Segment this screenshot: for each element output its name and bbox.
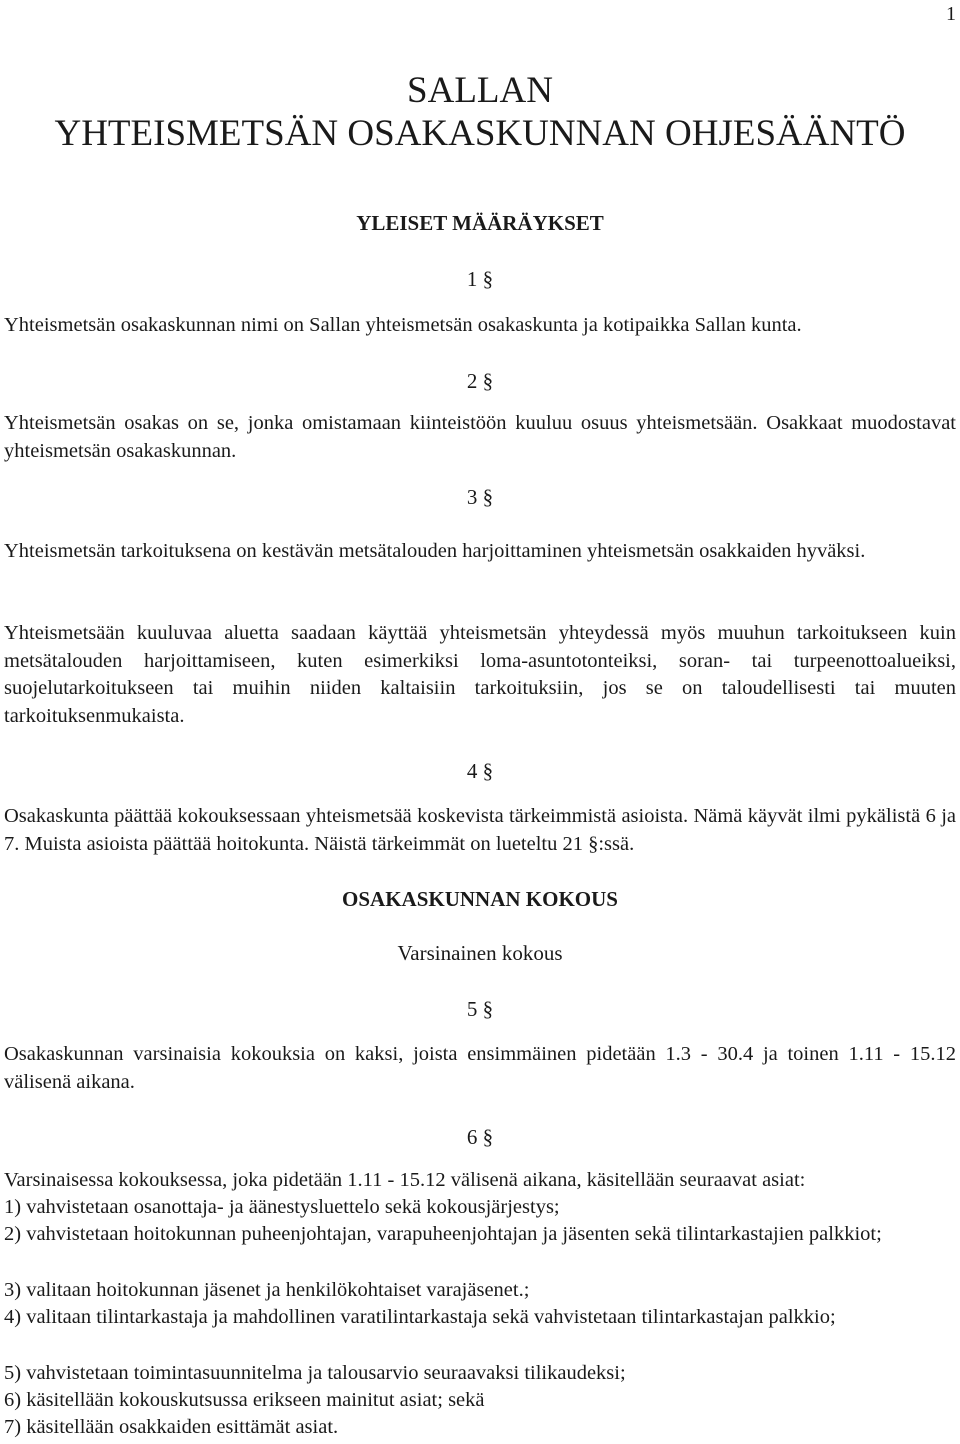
agenda-item: 2) vahvistetaan hoitokunnan puheenjohtajan, varapuheenjohtajan ja jäsenten sekä tilintarkastajien palkkiot; [4,1223,882,1245]
paragraph-2-text: Yhteismetsän osakas on se, jonka omistamaan kiinteistöön kuuluu osuus yhteismetsään. Osakkaat muodostavat yhteismetsän osakaskunnan. [4,412,956,462]
paragraph-mark-6: 6 § [466,1125,494,1149]
document-title-line-2: YHTEISMETSÄN OSAKASKUNNAN OHJESÄÄNTÖ [54,113,906,154]
paragraph-6-intro: Varsinaisessa kokouksessa, joka pidetään 1.11 - 15.12 välisenä aikana, käsitellään seuraavat asiat: [4,1169,806,1191]
agenda-item: 6) käsitellään kokouskutsussa erikseen mainitut asiat; sekä [4,1389,485,1411]
paragraph-3-text-a: Yhteismetsän tarkoituksena on kestävän metsätalouden harjoittaminen yhteismetsän osakkaiden hyväksi. [4,540,866,562]
subheading-regular-meeting: Varsinainen kokous [397,941,563,965]
paragraph-mark-5: 5 § [466,997,494,1021]
agenda-item: 7) käsitellään osakkaiden esittämät asiat. [4,1416,339,1438]
agenda-item: 4) valitaan tilintarkastaja ja mahdollinen varatilintarkastaja sekä vahvistetaan tilintarkastajan palkkio; [4,1306,836,1328]
paragraph-mark-1: 1 § [466,267,494,291]
section-heading-general: YLEISET MÄÄRÄYKSET [356,211,604,235]
page-number: 1 [946,3,956,25]
agenda-item: 5) vahvistetaan toimintasuunnitelma ja talousarvio seuraavaksi tilikaudeksi; [4,1362,626,1384]
paragraph-1-text: Yhteismetsän osakaskunnan nimi on Sallan yhteismetsän osakaskunta ja kotipaikka Sallan kunta. [4,314,802,336]
section-heading-meeting: OSAKASKUNNAN KOKOUS [342,887,618,911]
paragraph-4-text: Osakaskunta päättää kokouksessaan yhteismetsää koskevista tärkeimmistä asioista. Nämä käyvät ilmi pykälistä 6 ja 7. Muista asioista päättää hoitokunta. Näistä tärkeimmät on lueteltu 21 §:ssä. [4,805,956,855]
paragraph-mark-4: 4 § [466,759,494,783]
paragraph-mark-3: 3 § [466,485,494,509]
document-title-line-1: SALLAN [407,70,553,111]
agenda-item: 3) valitaan hoitokunnan jäsenet ja henkilökohtaiset varajäsenet.; [4,1279,530,1301]
agenda-item: 1) vahvistetaan osanottaja- ja äänestysluettelo sekä kokousjärjestys; [4,1196,560,1218]
paragraph-mark-2: 2 § [466,369,494,393]
paragraph-3-text-b: Yhteismetsään kuuluvaa aluetta saadaan käyttää yhteismetsän yhteydessä myös muuhun tarkoitukseen kuin metsätalouden harjoittamiseen, kuten esimerkiksi loma-asuntotonteiksi, soran- tai turpeenottoalueiksi, suojelutarkoitukseen tai muihin niiden kaltaisiin tarkoituksiin, jos se on taloudellisesti tai muuten tarkoituksenmukaista. [4,622,956,727]
paragraph-5-text: Osakaskunnan varsinaisia kokouksia on kaksi, joista ensimmäinen pidetään 1.3 - 30.4 ja toinen 1.11 - 15.12 välisenä aikana. [4,1043,956,1093]
